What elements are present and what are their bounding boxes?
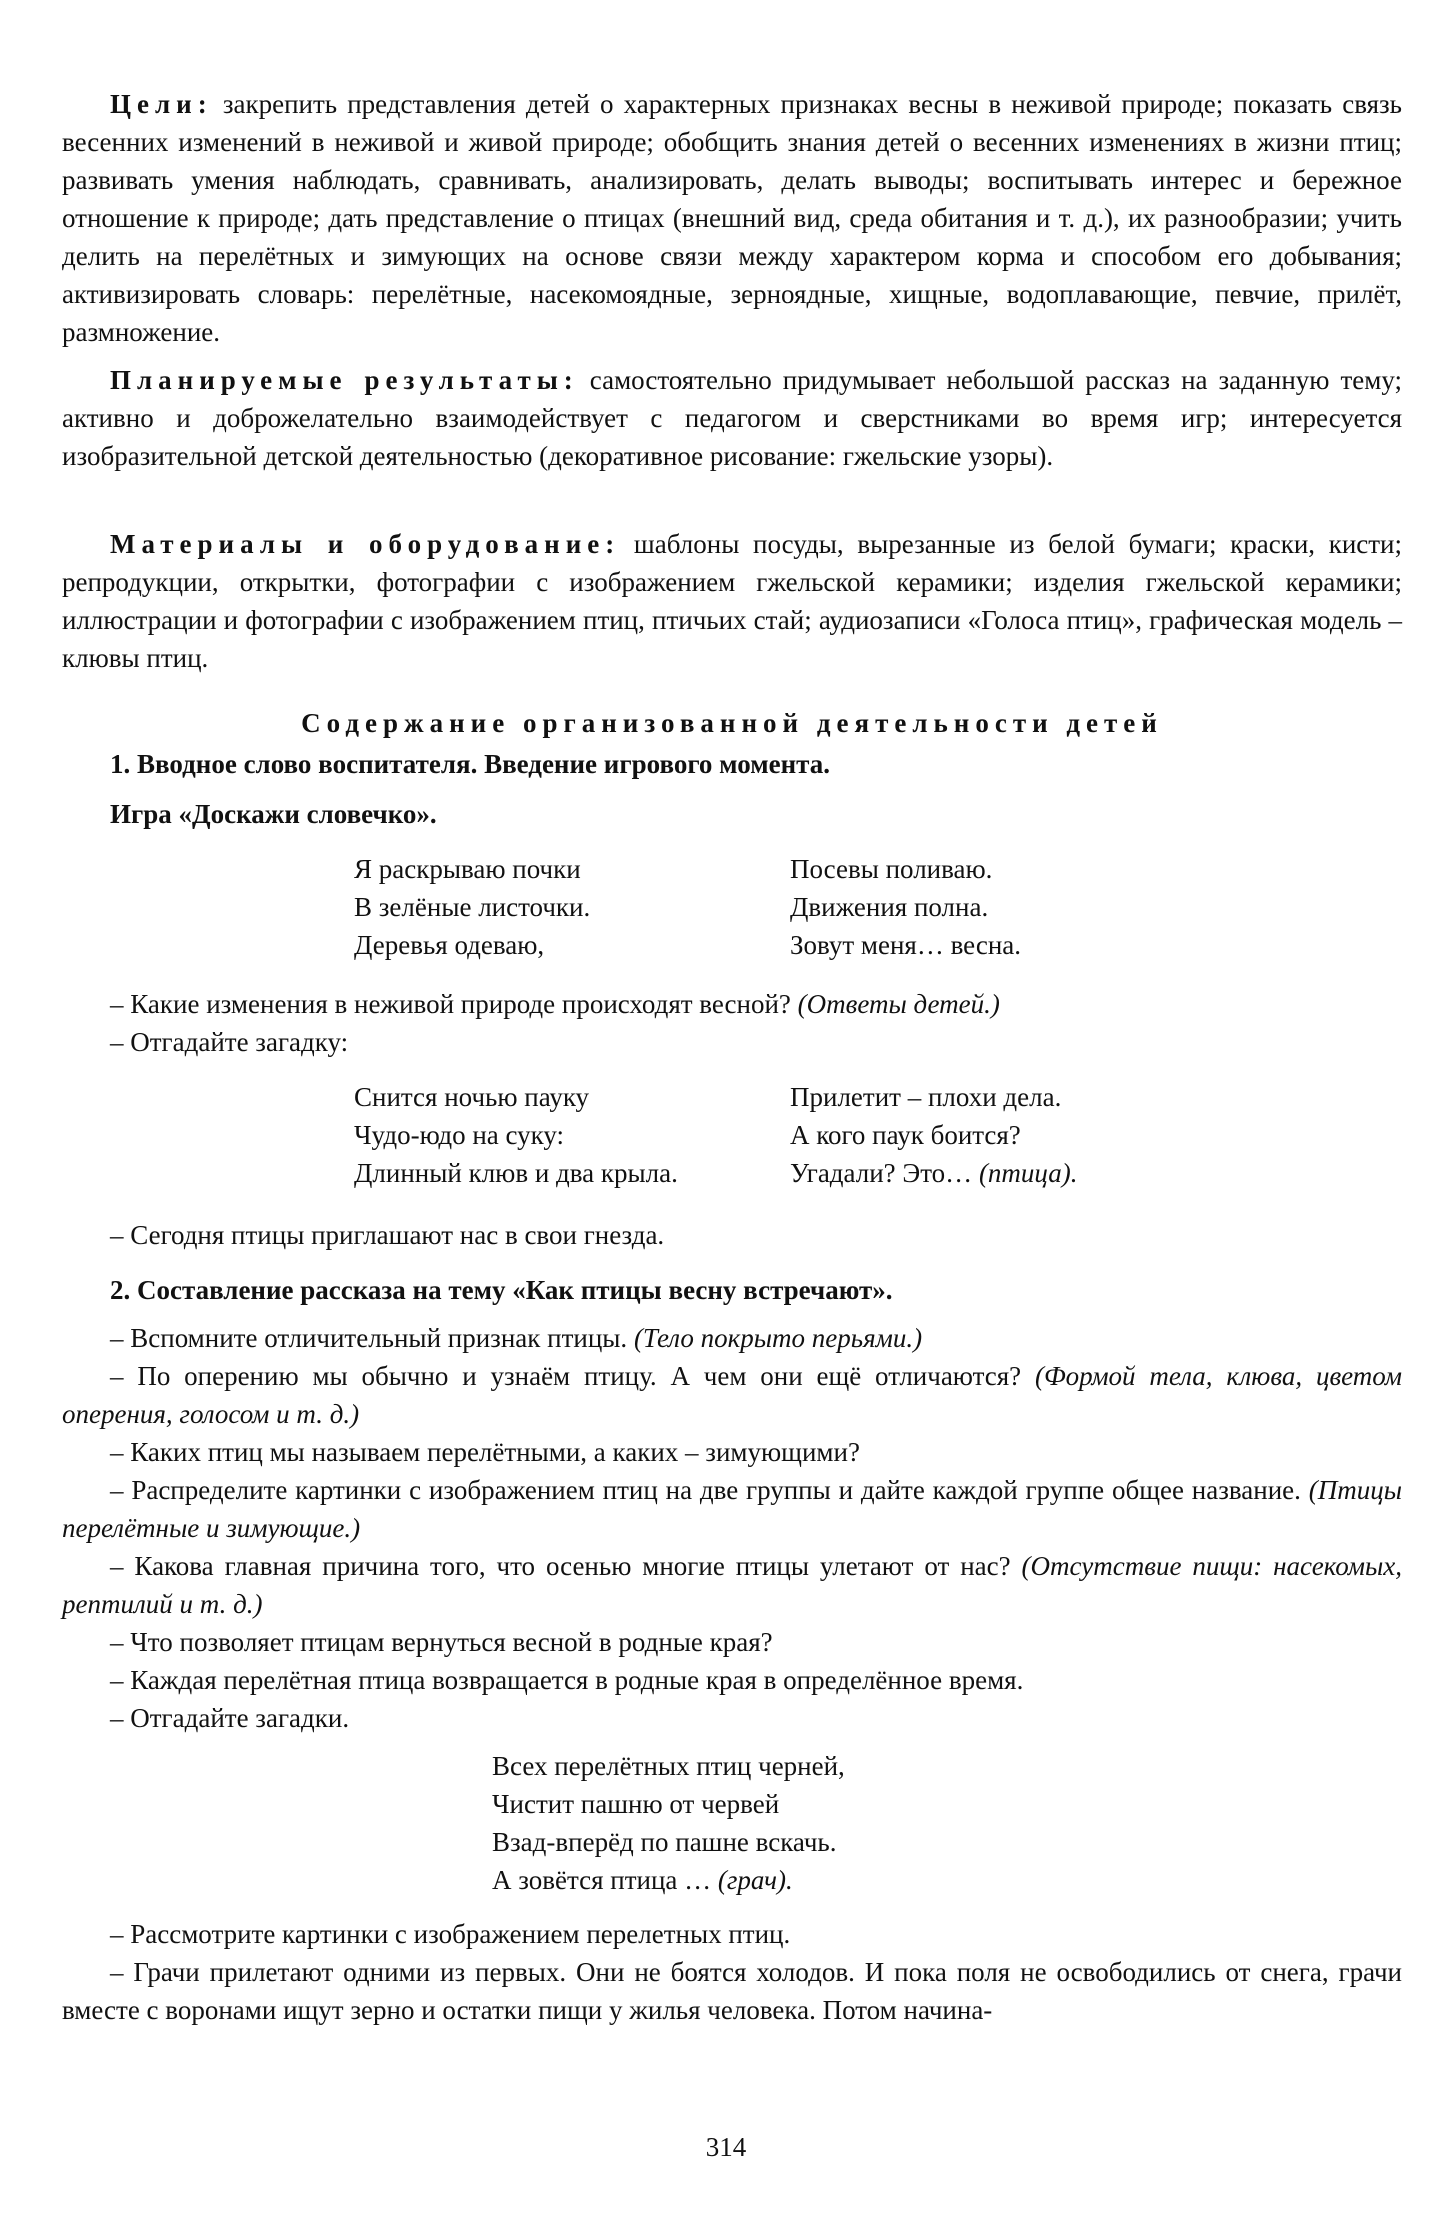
- poem-line: Деревья одеваю,: [354, 930, 545, 960]
- poem-line: Чудо-юдо на суку:: [354, 1120, 565, 1150]
- poem2-left-column: [354, 1078, 678, 1192]
- poem-line: Прилетит – плохи дела.: [790, 1082, 1062, 1112]
- question-line: [62, 985, 1402, 1023]
- dialogue-line: [62, 1471, 1402, 1547]
- part2-heading: 2. Составление рассказа на тему «Как птицы весну встречают».: [110, 1275, 893, 1305]
- poem-line: Посевы поливаю.: [790, 854, 993, 884]
- dialogue-line: [62, 1357, 1402, 1433]
- poem-line: Чистит пашню от червей: [492, 1789, 780, 1819]
- poem-line: Всех перелётных птиц черней,: [492, 1751, 845, 1781]
- answer-note: (Формой тела, клюва, цветом оперения, голосом и т. д.): [62, 1361, 1402, 1429]
- answer-note: (птица).: [978, 1158, 1078, 1188]
- poem-line: [790, 1154, 1078, 1192]
- dialogue-line: – Каждая перелётная птица возвращается в родные края в определённое время.: [110, 1665, 1024, 1695]
- answer-note: (Ответы детей.): [797, 989, 1000, 1019]
- answer-note: (Птицы перелётные и зимующие.): [62, 1475, 1402, 1543]
- poem-line: Я раскрываю почки: [354, 854, 581, 884]
- dialogue-line: – Грачи прилетают одними из первых. Они не боятся холодов. И пока поля не освободились от снега, грачи вместе с воронами ищут зерно и остатки пищи у жилья человека. Потом начина-: [62, 1957, 1402, 2025]
- answer-note: (Тело покрыто перьями.): [633, 1323, 923, 1353]
- dialogue-line: – Что позволяет птицам вернуться весной в родные края?: [110, 1627, 773, 1657]
- game-title: Игра «Доскажи словечко».: [110, 799, 437, 829]
- poem-line: Снится ночью пауку: [354, 1082, 590, 1112]
- part1-heading: 1. Вводное слово воспитателя. Введение игрового момента.: [110, 749, 830, 779]
- goals-text: закрепить представления детей о характерных признаках весны в неживой природе; показать связь весенних изменений в неживой и живой природе; обобщить знания детей о весенних изменениях в жизни птиц; развивать умения наблюдать, сравнивать, анализировать, делать выводы; воспитывать интерес и бережное отношение к природе; дать представление о птицах (внешний вид, среда обитания и т. д.), их разнообразии; учить делить на перелётных и зимующих на основе связи между характером корма и способом его добывания; активизировать словарь: перелётные, насекомоядные, зерноядные, хищные, водоплавающие, певчие, прилёт, размножение.: [62, 89, 1402, 347]
- poem-line: Длинный клюв и два крыла.: [354, 1158, 678, 1188]
- results-text: самостоятельно придумывает небольшой рассказ на заданную тему; активно и доброжелательно взаимодействует с педагогом и сверстниками во время игр; интересуется изобразительной детской деятельностью (декоративное рисование: гжельские узоры).: [62, 365, 1402, 471]
- question-text: – Какие изменения в неживой природе происходят весной?: [110, 989, 798, 1019]
- poem3: [492, 1747, 845, 1899]
- dialogue-text: – Распределите картинки с изображением птиц на две группы и дайте каждой группе общее название.: [110, 1475, 1309, 1505]
- poem-line: Зовут меня… весна.: [790, 930, 1022, 960]
- goals-label: Цели:: [110, 89, 213, 119]
- page-number: 314: [705, 2132, 747, 2162]
- results-paragraph: [62, 361, 1402, 475]
- section-title: Содержание организованной деятельности детей: [301, 708, 1163, 738]
- dialogue-line: [62, 1547, 1402, 1623]
- poem-line: Движения полна.: [790, 892, 989, 922]
- statement-line: – Сегодня птицы приглашают нас в свои гнезда.: [110, 1220, 665, 1250]
- poem1-left-column: [354, 850, 590, 964]
- poem1-right-column: [790, 850, 1021, 964]
- materials-text: шаблоны посуды, вырезанные из белой бумаги; краски, кисти; репродукции, открытки, фотографии с изображением гжельской керамики; изделия гжельской керамики; иллюстрации и фотографии с изображением птиц, птичьих стай; аудиозаписи «Голоса птиц», графическая модель – клювы птиц.: [62, 529, 1402, 673]
- dialogue-text: – По оперению мы обычно и узнаём птицу. А чем они ещё отличаются?: [110, 1361, 1035, 1391]
- poem-line: [492, 1861, 845, 1899]
- answer-note: (Отсутствие пищи: насекомых, рептилий и т. д.): [62, 1551, 1402, 1619]
- poem-text: А зовётся птица …: [492, 1865, 718, 1895]
- dialogue-text: – Какова главная причина того, что осенью многие птицы улетают от нас?: [110, 1551, 1022, 1581]
- poem-line: Взад-вперёд по пашне вскачь.: [492, 1827, 837, 1857]
- question-line: – Отгадайте загадку:: [110, 1027, 349, 1057]
- dialogue-line: – Каких птиц мы называем перелётными, а каких – зимующими?: [110, 1437, 860, 1467]
- goals-paragraph: [62, 85, 1402, 351]
- dialogue-line: – Рассмотрите картинки с изображением перелетных птиц.: [110, 1919, 791, 1949]
- materials-paragraph: [62, 525, 1402, 677]
- materials-label: Материалы и оборудование:: [110, 529, 621, 559]
- dialogue-text: – Вспомните отличительный признак птицы.: [110, 1323, 634, 1353]
- poem-text: Угадали? Это…: [790, 1158, 979, 1188]
- answer-note: (грач).: [717, 1865, 793, 1895]
- poem-line: В зелёные листочки.: [354, 892, 591, 922]
- poem2-right-column: [790, 1078, 1078, 1192]
- dialogue-line: [62, 1319, 1402, 1357]
- results-label: Планируемые результаты:: [110, 365, 579, 395]
- dialogue-line: – Отгадайте загадки.: [110, 1703, 350, 1733]
- poem-line: А кого паук боится?: [790, 1120, 1021, 1150]
